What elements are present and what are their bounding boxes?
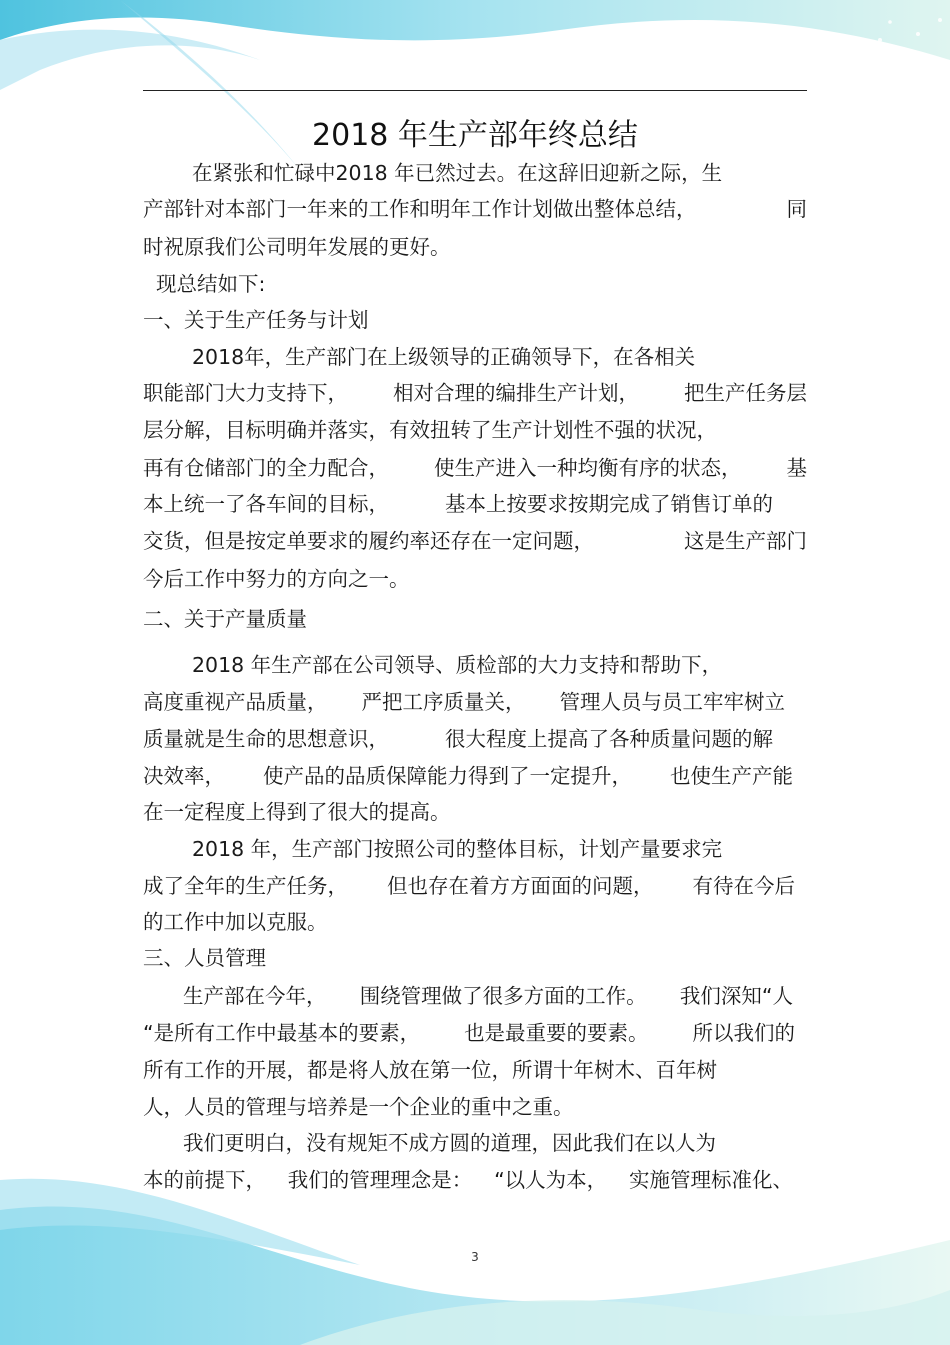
text-line <box>143 562 807 596</box>
text-line <box>143 979 793 1013</box>
text-segment: 所有工作的开展，都是将人放在第一位，所谓十年树木、百年树 <box>143 1058 717 1082</box>
text-segment: 再有仓储部门的全力配合， <box>143 456 389 480</box>
text-segment: 人，人员的管理与培养是一个企业的重中之重。 <box>143 1095 574 1119</box>
text-line <box>143 156 807 190</box>
text-line <box>143 722 773 756</box>
text-segment: “是所有工作中最基本的要素， <box>143 1021 421 1045</box>
text-line <box>143 1090 807 1124</box>
text-segment: 年，生产部门在上级领导的正确领导下，在各相关 <box>244 345 696 369</box>
section-heading <box>143 941 807 975</box>
text-line <box>143 192 807 226</box>
text-line <box>143 267 807 301</box>
text-segment: 三、人员管理 <box>143 946 266 970</box>
text-segment: 成了全年的生产任务， <box>143 874 348 898</box>
section-heading <box>143 303 807 337</box>
text-segment: 围绕管理做了很多方面的工作。 <box>359 984 647 1008</box>
text-segment: 层分解，目标明确并落实，有效扭转了生产计划性不强的状况， <box>143 418 717 442</box>
text-segment: 我们深知“人 <box>679 984 793 1008</box>
text-segment: 决效率， <box>143 764 225 788</box>
text-segment: 时祝原我们公司明年发展的更好。 <box>143 235 451 259</box>
text-segment: 我们更明白，没有规矩不成方圆的道理，因此我们在以人为 <box>183 1131 716 1155</box>
text-line <box>143 487 773 521</box>
text-segment: “以人为本， <box>494 1168 608 1192</box>
text-segment: 2018 年，生产部门按照公司的整体目标，计划产量要求完 <box>192 837 723 861</box>
text-line <box>143 376 807 410</box>
text-line <box>143 905 807 939</box>
text-segment: 也使生产产能 <box>670 764 793 788</box>
text-segment: 管理人员与员工牢牢树立 <box>559 690 785 714</box>
text-segment: 2018 年生产部在公司领导、质检部的大力支持和帮助下， <box>192 653 723 677</box>
text-segment: 很大程度上提高了各种质量问题的解 <box>445 727 773 751</box>
page-title: 2018 年生产部年终总结 <box>312 118 638 153</box>
text-segment: 所以我们的 <box>692 1021 795 1045</box>
text-line <box>143 685 785 719</box>
text-segment: 这是生产部门 <box>684 529 807 553</box>
text-segment: 有待在今后 <box>692 874 795 898</box>
text-segment: 高度重视产品质量， <box>143 690 328 714</box>
text-segment: 今后工作中努力的方向之一。 <box>143 567 410 591</box>
text-segment: 也是最重要的要素。 <box>464 1021 649 1045</box>
text-segment: 本上统一了各车间的目标， <box>143 492 389 516</box>
text-line <box>143 832 807 866</box>
text-segment: 质量就是生命的思想意识， <box>143 727 389 751</box>
text-segment: 使生产进入一种均衡有序的状态， <box>434 456 742 480</box>
text-segment: 使产品的品质保障能力得到了一定提升， <box>263 764 632 788</box>
text-segment: 实施管理标准化、 <box>628 1168 793 1192</box>
text-segment: 严把工序质量关， <box>361 690 526 714</box>
text-line <box>143 1053 807 1087</box>
text-segment: 2018 <box>192 345 245 369</box>
text-line <box>143 869 795 903</box>
text-line <box>143 451 807 485</box>
text-segment: 二、关于产量质量 <box>143 607 307 631</box>
text-line <box>143 340 807 374</box>
text-segment: 本的前提下， <box>143 1168 266 1192</box>
text-segment: 一、关于生产任务与计划 <box>143 308 369 332</box>
text-segment: 在紧张和忙碌中 <box>192 161 336 185</box>
text-line <box>143 524 807 558</box>
text-segment: 我们的管理理念是： <box>287 1168 473 1192</box>
text-segment: 生产部在今年， <box>183 984 327 1008</box>
text-segment: 职能部门大力支持下， <box>143 381 348 405</box>
text-segment: 2018 年已然过去。在这辞旧迎新之际，生 <box>335 161 723 185</box>
text-segment: 产部针对本部门一年来的工作和明年工作计划做出整体总结， <box>143 197 697 221</box>
text-line <box>143 1016 795 1050</box>
text-line <box>143 230 807 264</box>
text-line <box>143 759 793 793</box>
text-line <box>143 648 807 682</box>
text-segment: 现总结如下: <box>156 272 266 296</box>
text-segment: 基本上按要求按期完成了销售订单的 <box>445 492 773 516</box>
text-segment: 相对合理的编排生产计划， <box>393 381 639 405</box>
text-line <box>143 1163 793 1197</box>
header-rule <box>143 90 807 91</box>
text-segment: 的工作中加以克服。 <box>143 910 328 934</box>
text-line <box>143 795 807 829</box>
section-heading <box>143 602 807 636</box>
text-line <box>143 413 807 447</box>
text-segment: 基 <box>786 456 807 480</box>
text-segment: 交货，但是按定单要求的履约率还存在一定问题， <box>143 529 594 553</box>
text-segment: 把生产任务层 <box>684 381 807 405</box>
page-number: 3 <box>471 1250 479 1264</box>
text-segment: 但也存在着方方面面的问题， <box>387 874 654 898</box>
text-line <box>143 1126 807 1160</box>
text-segment: 同 <box>786 197 807 221</box>
text-segment: 在一定程度上得到了很大的提高。 <box>143 800 451 824</box>
